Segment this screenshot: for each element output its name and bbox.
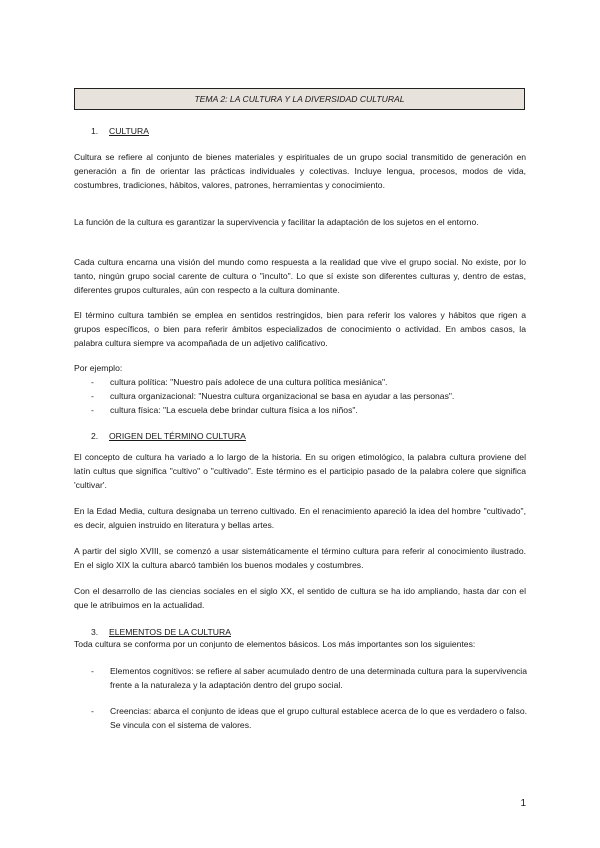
dash-bullet: - (91, 391, 94, 401)
elements-list (91, 664, 527, 692)
paragraph: Toda cultura se conforma por un conjunto de elementos básicos. Los más importantes son los siguientes: (74, 639, 476, 649)
paragraph: El concepto de cultura ha variado a lo largo de la historia. En su origen etimológico, la palabra cultura proviene del latín cultus que significa "cultivo" o "cultivado". Este término es el participio pasado de la palabra colere que significa 'cultivar'. (74, 452, 526, 490)
list-item: - cultura política: "Nuestro país adolece de una cultura política mesiánica". (91, 377, 388, 387)
section-number: 1. (91, 126, 99, 136)
list-item: - Creencias: abarca el conjunto de ideas que el grupo cultural establece acerca de lo que es verdadero o falso. Se vincula con el sistema de valores. (91, 706, 527, 730)
dash-bullet: - (91, 405, 94, 415)
dash-bullet: - (91, 666, 94, 676)
section-number: 3. (91, 627, 99, 637)
paragraph: Con el desarrollo de las ciencias sociales en el siglo XX, el sentido de cultura se ha ido ampliando, hasta dar con el que le atribuimos en la actualidad. (74, 586, 526, 610)
dash-bullet: - (91, 706, 94, 716)
paragraph: Cada cultura encarna una visión del mundo como respuesta a la realidad que vive el grupo social. No existe, por lo tanto, ningún grupo social carente de cultura o "inculto". Lo que sí existe son diferentes culturas y, dentro de estas, diferentes grupos culturales, aún con respecto a la cultura dominante. (74, 257, 526, 295)
paragraph: Cultura se refiere al conjunto de bienes materiales y espirituales de un grupo social transmitido de generación en generación a fin de orientar las prácticas individuales y colectivas. Incluye lengua, procesos, modos de vida, costumbres, tradiciones, hábitos, valores, patrones, herramientas y conocimiento. (74, 152, 526, 190)
list-item: - cultura organizacional: "Nuestra cultura organizacional se basa en ayudar a las personas". (91, 391, 455, 401)
section-number: 2. (91, 431, 99, 441)
list-item: - cultura física: "La escuela debe brindar cultura física a los niños". (91, 405, 358, 415)
document-title: TEMA 2: LA CULTURA Y LA DIVERSIDAD CULTURAL (74, 88, 525, 110)
dash-bullet: - (91, 377, 94, 387)
section-heading-origen (91, 430, 246, 442)
section-heading-cultura (91, 125, 149, 137)
paragraph: El término cultura también se emplea en sentidos restringidos, bien para referir los valores y hábitos que rigen a grupos específicos, o bien para referir ámbitos especializados de conocimiento o actividad. En ambos casos, la palabra cultura siempre va acompañada de un adjetivo calificativo. (74, 310, 526, 348)
list-item: - Elementos cognitivos: se refiere al saber acumulado dentro de una determinada cultura para la supervivencia frente a la naturaleza y la adaptación dentro del grupo social. (91, 666, 527, 690)
paragraph: A partir del siglo XVIII, se comenzó a usar sistemáticamente el término cultura para referir al conocimiento ilustrado. En el siglo XIX la cultura abarcó también los buenos modales y costumbres. (74, 546, 526, 570)
example-intro: Por ejemplo: (74, 363, 123, 373)
paragraph: En la Edad Media, cultura designaba un terreno cultivado. En el renacimiento apareció la idea del hombre "cultivado", es decir, alguien instruido en literatura y bellas artes. (74, 506, 526, 530)
section-title: ORIGEN DEL TÉRMINO CULTURA (109, 431, 246, 441)
paragraph: La función de la cultura es garantizar la supervivencia y facilitar la adaptación de los sujetos en el entorno. (74, 217, 479, 227)
section-title: CULTURA (109, 126, 149, 136)
examples-list (91, 375, 527, 417)
page-number: 1 (520, 798, 526, 809)
section-title: ELEMENTOS DE LA CULTURA (109, 627, 231, 637)
elements-list-2 (91, 704, 527, 732)
